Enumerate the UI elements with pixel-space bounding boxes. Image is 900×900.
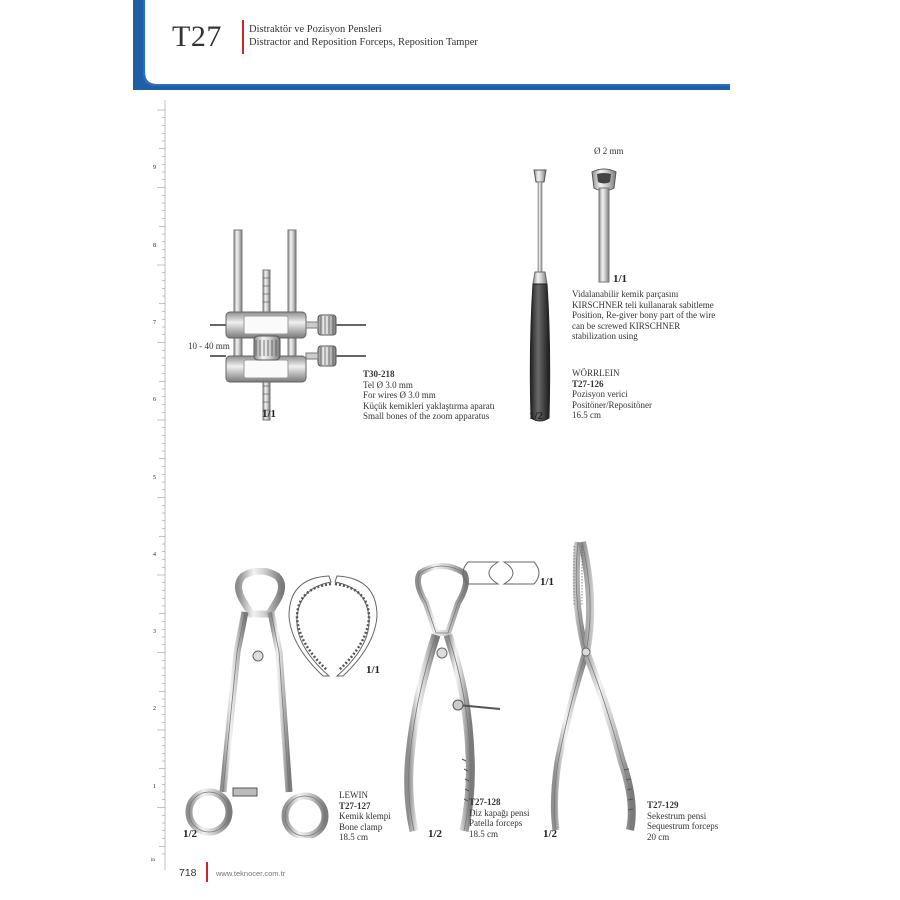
sequestrum-forceps-caption [647,800,718,842]
sequestrum-forceps-scale: 1/2 [543,828,558,840]
tamper-tip-image [590,166,618,284]
caption-line: 18.5 cm [339,832,368,842]
product-code: T30-218 [363,369,395,379]
distractor-caption [363,369,495,422]
product-name: WÖRRLEIN [572,368,620,378]
sequestrum-forceps-image [548,540,648,836]
ruler-label: 9 [153,165,156,171]
patella-forceps-image [396,563,506,835]
tamper-tip-scale: 1/1 [613,273,628,285]
tamper-image [528,168,558,424]
caption-line: Sekestrum pensi [647,810,707,821]
bone-clamp-caption [339,790,391,843]
section-code: T27 [172,20,222,53]
caption-line: stabilization using [572,331,638,341]
product-code: T27-127 [339,800,371,811]
caption-line: Bone clamp [339,821,383,832]
caption-line: 18.5 cm [469,828,498,839]
ruler-labels [150,0,162,900]
ruler-label: 8 [153,243,156,249]
ruler-label: 7 [153,320,156,326]
tamper-description [572,289,715,342]
caption-line: For wires Ø 3.0 mm [363,390,436,400]
ruler-label: 1 [153,784,156,790]
tamper-scale: 1/2 [529,410,544,422]
ruler-label: 2 [153,706,156,712]
caption-line: Patella forceps [469,818,523,828]
ruler-unit: in [151,858,155,863]
product-code: T27-129 [647,800,679,810]
website-link[interactable]: www.teknocer.com.tr [216,869,286,878]
bone-clamp-detail-scale: 1/1 [366,664,381,676]
distractor-range: 10 - 40 mm [188,341,230,351]
caption-line: can be screwed KIRSCHNER [572,320,681,331]
patella-forceps-caption [469,797,529,839]
footer-divider [206,862,208,882]
ruler-label: 4 [153,552,156,558]
ruler-label: 5 [153,475,156,481]
title-divider [242,20,244,54]
caption-line: Positöner/Repositöner [572,399,652,410]
caption-line: Tel Ø 3.0 mm [363,379,413,390]
tamper-caption [572,368,652,421]
caption-line: Small bones of the zoom apparatus [363,411,490,421]
page-number: 718 [179,867,197,879]
caption-line: Küçük kemikleri yaklaştırma aparatı [363,400,495,411]
product-name: LEWIN [339,790,368,800]
patella-detail-scale: 1/1 [540,576,555,588]
caption-line: KIRSCHNER teli kullanarak sabitleme [572,299,714,310]
section-title-tr: Distraktör ve Pozisyon Pensleri [249,24,382,35]
tamper-tip-size: Ø 2 mm [594,146,624,156]
product-code: T27-128 [469,797,501,807]
caption-line: Position, Re-giver bony part of the wire [572,310,716,320]
caption-line: Vidalanabilir kemik parçasını [572,289,679,299]
distractor-image [208,228,378,428]
caption-line: 16.5 cm [572,410,601,420]
caption-line: Diz kapağı pensi [469,807,530,818]
caption-line: Pozisyon verici [572,389,628,399]
product-code: T27-126 [572,378,604,389]
caption-line: Sequestrum forceps [647,821,719,831]
patella-forceps-scale: 1/2 [428,828,443,840]
caption-line: 20 cm [647,831,670,842]
patella-forceps-detail [458,560,544,586]
distractor-scale: 1/1 [262,408,277,420]
bone-clamp-scale: 1/2 [183,828,198,840]
ruler-label: 3 [153,629,156,635]
caption-line: Kemik klempi [339,811,391,821]
section-title-en: Distractor and Reposition Forceps, Reposition Tamper [249,37,478,48]
ruler-label: 6 [153,397,156,403]
